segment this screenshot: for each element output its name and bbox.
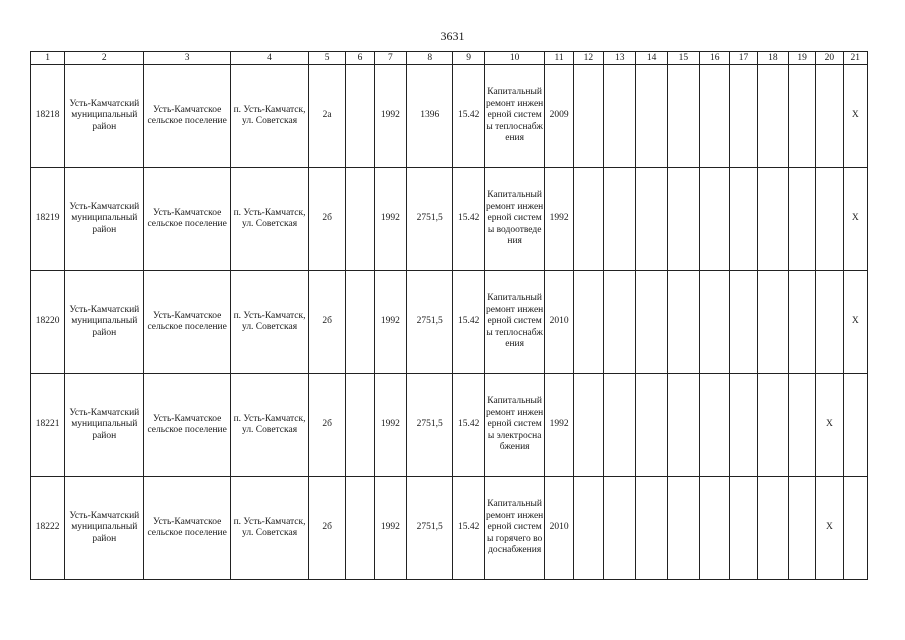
cell-work-type: Капитальный ремонт инженерной системы горячего водоснабжения [484, 477, 545, 580]
cell-settlement: Усть-Камчатское сельское поселение [144, 271, 231, 374]
cell-address: п. Усть-Камчатск, ул. Советская [231, 271, 309, 374]
column-header: 16 [700, 52, 730, 65]
cell-area: 2751,5 [406, 271, 453, 374]
column-header: 20 [816, 52, 843, 65]
cell-area: 2751,5 [406, 477, 453, 580]
cell-col-12 [573, 477, 603, 580]
cell-col-17 [730, 168, 757, 271]
column-header: 17 [730, 52, 757, 65]
cell-col-6 [346, 65, 374, 168]
cell-col-6 [346, 477, 374, 580]
cell-col-19 [789, 65, 816, 168]
cell-house-number: 2а [308, 65, 345, 168]
column-header: 11 [545, 52, 573, 65]
cell-district: Усть-Камчатский муниципальный район [65, 374, 144, 477]
cell-col-20: X [816, 477, 843, 580]
cell-col-15 [667, 65, 699, 168]
cell-settlement: Усть-Камчатское сельское поселение [144, 168, 231, 271]
cell-district: Усть-Камчатский муниципальный район [65, 168, 144, 271]
column-header: 15 [667, 52, 699, 65]
cell-col-20 [816, 168, 843, 271]
page-number: 3631 [440, 29, 465, 43]
column-header: 6 [346, 52, 374, 65]
cell-address: п. Усть-Камчатск, ул. Советская [231, 477, 309, 580]
column-header: 21 [843, 52, 867, 65]
cell-work-year: 1992 [545, 374, 573, 477]
cell-col-13 [604, 477, 636, 580]
column-header: 7 [374, 52, 406, 65]
cell-col-14 [636, 477, 667, 580]
column-header: 14 [636, 52, 667, 65]
column-header: 19 [789, 52, 816, 65]
cell-district: Усть-Камчатский муниципальный район [65, 65, 144, 168]
cell-col-14 [636, 65, 667, 168]
cell-col-16 [700, 168, 730, 271]
cell-rate: 15.42 [453, 271, 484, 374]
cell-work-year: 2009 [545, 65, 573, 168]
column-header: 9 [453, 52, 484, 65]
column-header: 4 [231, 52, 309, 65]
cell-col-16 [700, 374, 730, 477]
cell-col-17 [730, 477, 757, 580]
cell-rate: 15.42 [453, 65, 484, 168]
cell-col-19 [789, 271, 816, 374]
column-header: 12 [573, 52, 603, 65]
cell-work-type: Капитальный ремонт инженерной системы электроснабжения [484, 374, 545, 477]
cell-settlement: Усть-Камчатское сельское поселение [144, 65, 231, 168]
cell-record-id: 18219 [31, 168, 65, 271]
table-row [31, 477, 868, 580]
column-number-row [31, 52, 868, 65]
cell-col-18 [757, 477, 788, 580]
cell-settlement: Усть-Камчатское сельское поселение [144, 374, 231, 477]
cell-record-id: 18220 [31, 271, 65, 374]
cell-col-21 [843, 374, 867, 477]
cell-col-12 [573, 168, 603, 271]
cell-col-21: X [843, 65, 867, 168]
cell-col-12 [573, 374, 603, 477]
cell-col-18 [757, 168, 788, 271]
table-row [31, 65, 868, 168]
column-header: 8 [406, 52, 453, 65]
cell-build-year: 1992 [374, 477, 406, 580]
cell-col-21: X [843, 271, 867, 374]
cell-area: 1396 [406, 65, 453, 168]
column-header: 13 [604, 52, 636, 65]
cell-record-id: 18218 [31, 65, 65, 168]
column-header: 5 [308, 52, 345, 65]
cell-area: 2751,5 [406, 168, 453, 271]
cell-col-18 [757, 374, 788, 477]
cell-col-20: X [816, 374, 843, 477]
cell-district: Усть-Камчатский муниципальный район [65, 477, 144, 580]
cell-district: Усть-Камчатский муниципальный район [65, 271, 144, 374]
column-header: 3 [144, 52, 231, 65]
cell-col-21: X [843, 168, 867, 271]
cell-col-21 [843, 477, 867, 580]
cell-col-15 [667, 271, 699, 374]
cell-work-type: Капитальный ремонт инженерной системы водоотведения [484, 168, 545, 271]
cell-col-6 [346, 271, 374, 374]
column-header: 10 [484, 52, 545, 65]
cell-col-20 [816, 65, 843, 168]
cell-record-id: 18222 [31, 477, 65, 580]
table-row [31, 168, 868, 271]
cell-col-6 [346, 374, 374, 477]
cell-col-16 [700, 271, 730, 374]
cell-settlement: Усть-Камчатское сельское поселение [144, 477, 231, 580]
table-row [31, 271, 868, 374]
cell-col-14 [636, 271, 667, 374]
cell-house-number: 2б [308, 477, 345, 580]
cell-rate: 15.42 [453, 477, 484, 580]
cell-record-id: 18221 [31, 374, 65, 477]
cell-col-12 [573, 65, 603, 168]
cell-col-17 [730, 271, 757, 374]
cell-col-19 [789, 168, 816, 271]
cell-col-12 [573, 271, 603, 374]
cell-house-number: 2б [308, 271, 345, 374]
cell-col-17 [730, 65, 757, 168]
cell-col-13 [604, 271, 636, 374]
cell-col-13 [604, 65, 636, 168]
cell-col-15 [667, 477, 699, 580]
cell-col-17 [730, 374, 757, 477]
cell-col-19 [789, 477, 816, 580]
column-header: 18 [757, 52, 788, 65]
cell-col-6 [346, 168, 374, 271]
cell-work-type: Капитальный ремонт инженерной системы теплоснабжения [484, 271, 545, 374]
cell-rate: 15.42 [453, 168, 484, 271]
cell-col-15 [667, 374, 699, 477]
cell-col-18 [757, 271, 788, 374]
cell-col-14 [636, 374, 667, 477]
cell-work-year: 1992 [545, 168, 573, 271]
cell-address: п. Усть-Камчатск, ул. Советская [231, 168, 309, 271]
cell-house-number: 2б [308, 374, 345, 477]
cell-col-15 [667, 168, 699, 271]
table-row [31, 374, 868, 477]
cell-col-13 [604, 168, 636, 271]
cell-col-16 [700, 477, 730, 580]
cell-house-number: 2б [308, 168, 345, 271]
cell-rate: 15.42 [453, 374, 484, 477]
cell-work-year: 2010 [545, 477, 573, 580]
cell-col-18 [757, 65, 788, 168]
cell-area: 2751,5 [406, 374, 453, 477]
cell-work-type: Капитальный ремонт инженерной системы теплоснабжения [484, 65, 545, 168]
column-header: 1 [31, 52, 65, 65]
cell-build-year: 1992 [374, 374, 406, 477]
register-table-body [31, 52, 868, 580]
cell-col-20 [816, 271, 843, 374]
cell-col-14 [636, 168, 667, 271]
cell-col-16 [700, 65, 730, 168]
column-header: 2 [65, 52, 144, 65]
cell-col-19 [789, 374, 816, 477]
cell-col-13 [604, 374, 636, 477]
cell-address: п. Усть-Камчатск, ул. Советская [231, 65, 309, 168]
cell-build-year: 1992 [374, 65, 406, 168]
cell-address: п. Усть-Камчатск, ул. Советская [231, 374, 309, 477]
cell-work-year: 2010 [545, 271, 573, 374]
cell-build-year: 1992 [374, 271, 406, 374]
register-table [30, 51, 868, 580]
cell-build-year: 1992 [374, 168, 406, 271]
